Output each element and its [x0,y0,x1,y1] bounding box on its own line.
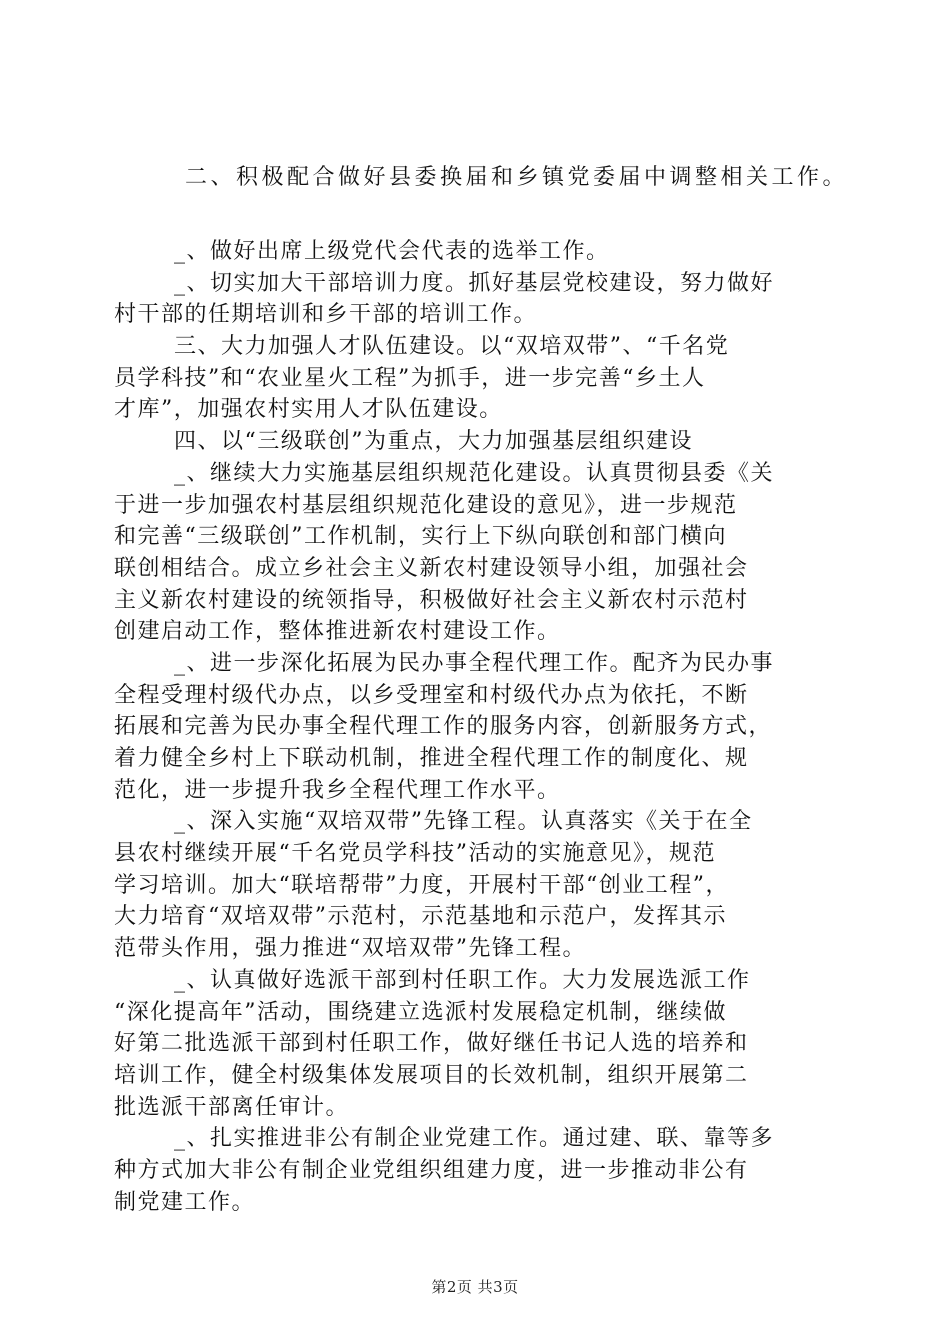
text-line: _、认真做好选派干部到村任职工作。大力发展选派工作 [174,967,751,993]
text-line: _、继续大力实施基层组织规范化建设。认真贯彻县委《关 [174,460,775,486]
text-line: 于进一步加强农村基层组织规范化建设的意见》，进一步规范 [114,492,738,518]
text-line: 范带头作用，强力推进“双培双带”先锋工程。 [114,936,586,962]
text-line: _、扎实推进非公有制企业党建工作。通过建、联、靠等多 [174,1126,775,1152]
text-line: _、进一步深化拓展为民办事全程代理工作。配齐为民办事 [174,650,775,676]
section-heading: 二、积极配合做好县委换届和乡镇党委届中调整相关工作。 [185,165,849,190]
text-line: 种方式加大非公有制企业党组织组建力度，进一步推动非公有 [114,1157,749,1183]
text-line: 范化，进一步提升我乡全程代理工作水平。 [114,777,561,803]
text-line: _、切实加大干部培训力度。抓好基层党校建设，努力做好 [174,270,775,296]
text-line: 着力健全乡村上下联动机制，推进全程代理工作的制度化、规 [114,746,749,771]
text-line: 创建启动工作，整体推进新农村建设工作。 [114,619,561,645]
text-line: 主义新农村建设的统领指导，积极做好社会主义新农村示范村 [114,587,749,613]
text-line: 好第二批选派干部到村任职工作，做好继任书记人选的培养和 [114,1031,749,1057]
text-line: 批选派干部离任审计。 [114,1094,350,1120]
text-line: 员学科技”和“农业星火工程”为抓手，进一步完善“乡土人 [114,365,706,391]
text-line: 县农村继续开展“千名党员学科技”活动的实施意见》，规范 [114,841,716,867]
text-line: 大力培育“双培双带”示范村，示范基地和示范户，发挥其示 [114,904,727,930]
page-number-footer: 第2页 共3页 [431,1278,519,1296]
text-line: _、做好出席上级党代会代表的选举工作。 [174,239,610,264]
text-line: 和完善“三级联创”工作机制，实行上下纵向联创和部门横向 [114,524,727,550]
text-line: 制党建工作。 [114,1189,256,1215]
text-line: 村干部的任期培训和乡干部的培训工作。 [114,302,538,328]
text-line: 联创相结合。成立乡社会主义新农村建设领导小组，加强社会 [114,555,749,581]
text-line: _、深入实施“双培双带”先锋工程。认真落实《关于在全 [174,809,753,835]
text-line: 拓展和完善为民办事全程代理工作的服务内容，创新服务方式， [114,714,773,740]
text-line: 培训工作，健全村级集体发展项目的长效机制，组织开展第二 [114,1062,749,1088]
text-line: 四、以“三级联创”为重点，大力加强基层组织建设 [174,429,693,455]
document-body [114,236,844,1218]
text-line: 三、大力加强人才队伍建设。以“双培双带”、“千名党 [174,334,730,360]
text-line: “深化提高年”活动，围绕建立选派村发展稳定机制，继续做 [114,999,727,1025]
text-line: 全程受理村级代办点，以乡受理室和村级代办点为依托，不断 [114,682,749,708]
text-line: 才库”，加强农村实用人才队伍建设。 [114,397,503,423]
text-line: 学习培训。加大“联培帮带”力度，开展村干部“创业工程”， [114,872,729,898]
